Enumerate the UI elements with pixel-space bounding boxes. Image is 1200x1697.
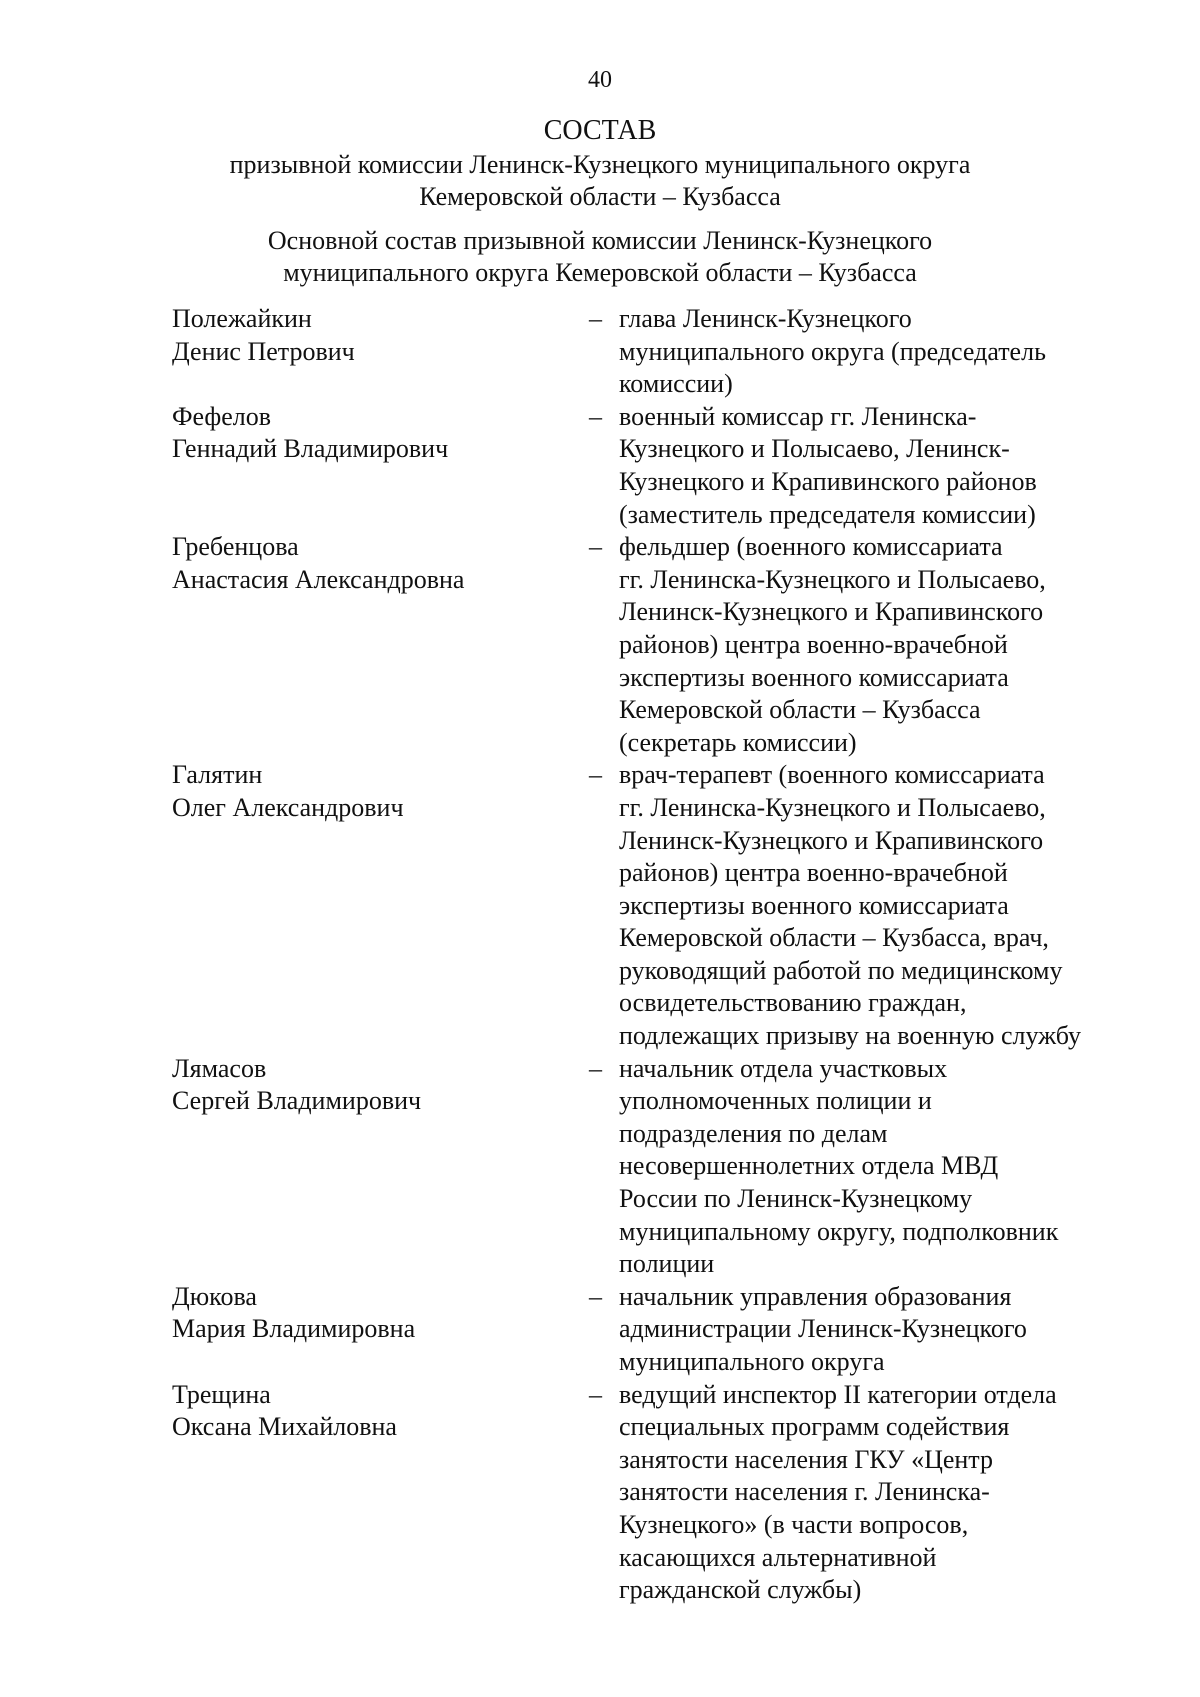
member-role [619,531,1132,759]
member-role [619,1281,1132,1379]
role-line: муниципальному округу, подполковник [619,1216,1059,1246]
dash-separator: – [589,1053,602,1083]
member-entry [172,303,1132,401]
role-line: Кузнецкого и Полысаево, Ленинск- [619,434,1010,464]
document-subtitle-line: призывной комиссии Ленинск-Кузнецкого муниципального округа [229,150,971,179]
member-surname: Гребенцова [172,532,299,562]
member-role [619,759,1132,1052]
member-surname: Лямасов [172,1053,267,1083]
role-line: полиции [619,1249,715,1279]
role-line: Ленинск-Кузнецкого и Крапивинского [619,597,1044,627]
member-given-name: Мария Владимировна [172,1314,416,1344]
member-surname: Дюкова [172,1281,257,1311]
member-entry [172,759,1132,1052]
role-line: ведущий инспектор II категории отдела [619,1379,1057,1409]
role-line: подлежащих призыву на военную службу [619,1021,1081,1051]
dash-separator: – [589,532,602,562]
role-line: освидетельствованию граждан, [619,988,967,1018]
member-surname: Галятин [172,760,263,790]
member-given-name: Олег Александрович [172,792,404,822]
member-given-name: Анастасия Александровна [172,564,465,594]
member-surname: Полежайкин [172,304,312,333]
section-heading-line: Основной состав призывной комиссии Ленинск-Кузнецкого [267,226,933,255]
member-role [619,1379,1132,1607]
member-name [172,531,572,759]
role-line: занятости населения ГКУ «Центр [619,1444,993,1474]
role-line: Ленинск-Кузнецкого и Крапивинского [619,825,1044,855]
role-line: районов) центра военно-врачебной [619,858,1008,888]
member-entry [172,1281,1132,1379]
role-line: Кузнецкого и Крапивинского районов [619,466,1037,496]
role-line: уполномоченных полиции и [619,1086,932,1116]
role-line: муниципального округа (председатель [619,336,1046,366]
role-line: военный комиссар гг. Ленинска- [619,401,977,431]
role-line: несовершеннолетних отдела МВД [619,1151,999,1181]
role-line: (заместитель председателя комиссии) [619,499,1036,529]
role-line: (секретарь комиссии) [619,727,857,757]
role-line: руководящий работой по медицинскому [619,955,1063,985]
role-line: Кемеровской области – Кузбасса [619,695,981,725]
role-line: касающихся альтернативной [619,1542,937,1572]
member-name [172,303,572,401]
member-given-name: Геннадий Владимирович [172,434,449,464]
member-name [172,1281,572,1379]
dash-separator: – [589,401,602,431]
member-role [619,1053,1132,1281]
dash-separator: – [589,1281,602,1311]
member-role [619,303,1132,401]
role-line: районов) центра военно-врачебной [619,629,1008,659]
document-subtitle-line: Кемеровской области – Кузбасса [419,182,781,211]
role-line: муниципального округа [619,1347,885,1376]
member-given-name: Денис Петрович [172,336,355,366]
member-entry [172,531,1132,759]
document-title: СОСТАВ [543,115,657,146]
member-role [619,401,1132,531]
member-surname: Фефелов [172,401,272,431]
role-line: комиссии) [619,369,733,399]
member-name [172,1379,572,1607]
dash-separator: – [589,760,602,790]
member-name [172,1053,572,1281]
member-entry [172,401,1132,531]
role-line: специальных программ содействия [619,1412,1010,1442]
role-line: гг. Ленинска-Кузнецкого и Полысаево, [619,792,1046,822]
role-line: начальник отдела участковых [619,1053,948,1083]
member-entry [172,1053,1132,1281]
dash-separator: – [589,1379,602,1409]
member-given-name: Оксана Михайловна [172,1412,397,1442]
members-list [172,303,1132,1607]
role-line: глава Ленинск-Кузнецкого [619,304,912,333]
role-line: экспертизы военного комиссариата [619,890,1009,920]
member-given-name: Сергей Владимирович [172,1086,422,1116]
member-surname: Трещина [172,1379,271,1409]
role-line: подразделения по делам [619,1118,888,1148]
role-line: начальник управления образования [619,1281,1012,1311]
role-line: гг. Ленинска-Кузнецкого и Полысаево, [619,564,1046,594]
role-line: гражданской службы) [619,1575,862,1605]
member-name [172,759,572,1052]
page-number: 40 [588,67,612,93]
role-line: экспертизы военного комиссариата [619,662,1009,692]
role-line: администрации Ленинск-Кузнецкого [619,1314,1027,1344]
dash-separator: – [589,304,602,333]
role-line: России по Ленинск-Кузнецкому [619,1184,973,1214]
member-entry [172,1379,1132,1607]
section-heading-line: муниципального округа Кемеровской области – Кузбасса [283,258,917,287]
role-line: Кемеровской области – Кузбасса, врач, [619,923,1049,953]
role-line: занятости населения г. Ленинска- [619,1477,990,1507]
role-line: врач-терапевт (военного комиссариата [619,760,1045,790]
role-line: фельдшер (военного комиссариата [619,532,1003,562]
member-name [172,401,572,531]
role-line: Кузнецкого» (в части вопросов, [619,1509,969,1539]
